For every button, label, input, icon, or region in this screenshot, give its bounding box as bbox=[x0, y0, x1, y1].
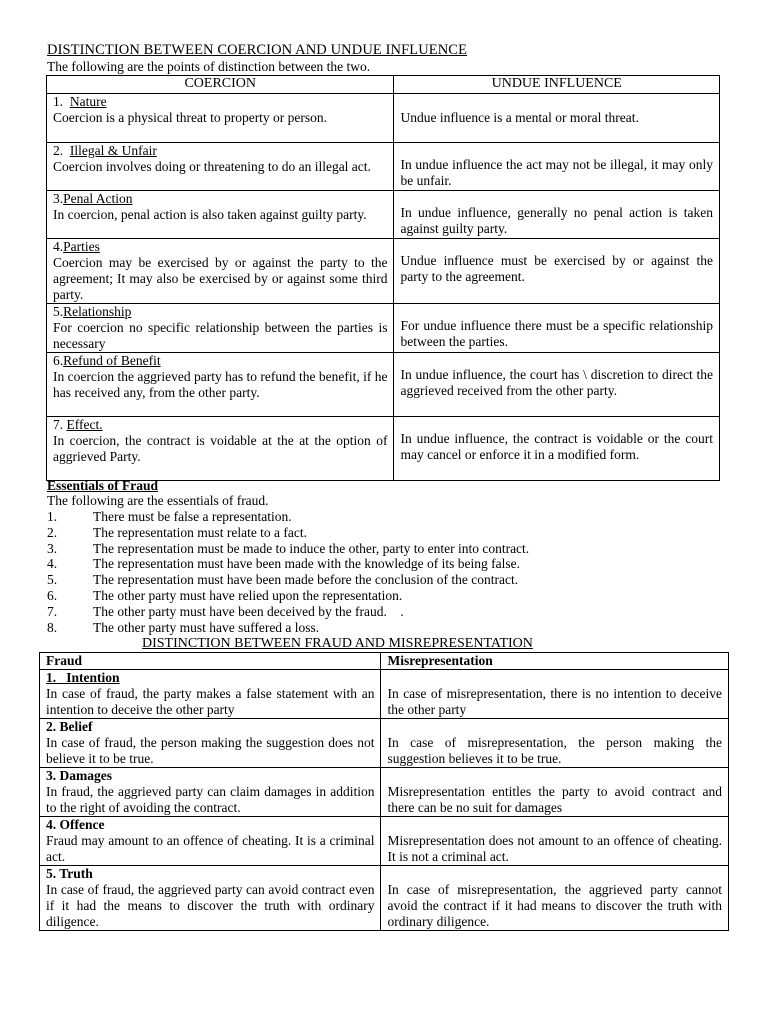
fraud-cell: Fraud may amount to an offence of cheating. It is a criminal act. bbox=[46, 833, 375, 864]
table-row bbox=[47, 94, 720, 143]
undue-influence-cell: For undue influence there must be a specific relationship between the parties. bbox=[400, 318, 713, 349]
header-fraud: Fraud bbox=[40, 653, 381, 670]
table-row bbox=[47, 417, 720, 481]
fraud-vs-misrepresentation-table bbox=[39, 652, 729, 931]
row-heading: Refund of Benefit bbox=[63, 353, 161, 368]
row-heading: 3. Damages bbox=[46, 768, 112, 783]
list-item bbox=[47, 509, 529, 525]
misrepresentation-cell: In case of misrepresentation, there is no intention to deceive the other party bbox=[387, 686, 722, 717]
row-heading: Relationship bbox=[63, 304, 132, 319]
item-text: The representation must relate to a fact. bbox=[93, 524, 308, 540]
coercion-cell: In coercion the aggrieved party has to refund the benefit, if he has received any, from the other party. bbox=[53, 369, 388, 400]
coercion-section-title: DISTINCTION BETWEEN COERCION AND UNDUE INFLUENCE bbox=[47, 42, 468, 58]
undue-influence-cell: In undue influence, the contract is voidable or the court may cancel or enforce it in a modified form. bbox=[400, 431, 713, 462]
row-heading-text: 1. Intention bbox=[46, 670, 120, 685]
fraud-cell: In case of fraud, the person making the suggestion does not believe it to be true. bbox=[46, 735, 375, 766]
item-number: 6. bbox=[47, 587, 58, 603]
row-heading: 4. Offence bbox=[46, 817, 105, 832]
coercion-section-intro: The following are the points of distinction between the two. bbox=[47, 59, 371, 74]
coercion-vs-undue-influence-table bbox=[46, 75, 720, 481]
coercion-cell: For coercion no specific relationship between the parties is necessary bbox=[53, 320, 388, 351]
item-text: The other party must have been deceived by the fraud. . bbox=[93, 603, 404, 619]
item-text: The other party must have suffered a loss. bbox=[93, 619, 320, 635]
table-row bbox=[47, 239, 720, 304]
item-number: 7. bbox=[47, 603, 58, 619]
essentials-list bbox=[47, 509, 529, 635]
misrepresentation-cell: Misrepresentation entitles the party to avoid contract and there can be no suit for damages bbox=[387, 784, 722, 815]
misrepresentation-cell: Misrepresentation does not amount to an offence of cheating. It is not a criminal act. bbox=[387, 833, 722, 864]
fraud-cell: In case of fraud, the aggrieved party can avoid contract even if it had the means to discover the truth with ordinary diligence. bbox=[46, 882, 375, 929]
row-number: 1. bbox=[53, 94, 64, 109]
item-text: The representation must have been made with the knowledge of its being false. bbox=[93, 556, 520, 572]
list-item bbox=[47, 541, 529, 557]
item-text: The representation must have been made before the conclusion of the contract. bbox=[93, 572, 519, 588]
essentials-of-fraud-intro: The following are the essentials of fraud. bbox=[47, 493, 269, 508]
misrepresentation-cell: In case of misrepresentation, the aggrieved party cannot avoid the contract if it had means to discover the truth with ordinary diligence. bbox=[387, 882, 722, 929]
row-number: 6. bbox=[53, 353, 64, 368]
row-heading: Effect. bbox=[66, 417, 103, 432]
fraud-section-title: DISTINCTION BETWEEN FRAUD AND MISREPRESENTATION bbox=[142, 636, 533, 651]
row-number: 2. bbox=[53, 143, 64, 158]
row-heading: Illegal & Unfair bbox=[69, 143, 157, 158]
list-item bbox=[47, 620, 529, 636]
table-row bbox=[40, 719, 729, 768]
item-text: The representation must be made to induce the other, party to enter into contract. bbox=[93, 540, 530, 556]
item-text: The other party must have relied upon the representation. bbox=[93, 587, 403, 603]
table-row bbox=[40, 866, 729, 931]
list-item bbox=[47, 588, 529, 604]
undue-influence-cell: Undue influence is a mental or moral threat. bbox=[400, 110, 639, 125]
row-number: 3. bbox=[53, 191, 64, 206]
coercion-cell: In coercion, the contract is voidable at the at the option of aggrieved Party. bbox=[53, 433, 388, 464]
header-undue-influence: UNDUE INFLUENCE bbox=[394, 76, 720, 94]
row-heading: 2. Belief bbox=[46, 719, 93, 734]
list-item bbox=[47, 525, 529, 541]
essentials-of-fraud-title: Essentials of Fraud bbox=[47, 478, 159, 493]
undue-influence-cell: In undue influence, the court has \ discretion to direct the aggrieved received from the other party. bbox=[400, 367, 713, 398]
row-number: 7. bbox=[53, 417, 64, 432]
fraud-cell: In fraud, the aggrieved party can claim damages in addition to the right of avoiding the contract. bbox=[46, 784, 375, 815]
undue-influence-cell: In undue influence the act may not be illegal, it may only be unfair. bbox=[400, 157, 713, 188]
item-number: 8. bbox=[47, 619, 58, 635]
coercion-cell: Coercion may be exercised by or against the party to the agreement; It may also be exercised by or against some third party. bbox=[53, 255, 388, 302]
undue-influence-cell: Undue influence must be exercised by or against the party to the agreement. bbox=[400, 253, 713, 284]
table-header-row bbox=[40, 653, 729, 670]
coercion-cell: In coercion, penal action is also taken against guilty party. bbox=[53, 207, 367, 222]
table-row bbox=[47, 191, 720, 239]
list-item bbox=[47, 572, 529, 588]
table-row bbox=[40, 817, 729, 866]
table-row bbox=[40, 670, 729, 719]
row-heading: Penal Action bbox=[63, 191, 133, 206]
misrepresentation-cell: In case of misrepresentation, the person making the suggestion believes it to be true. bbox=[387, 735, 722, 766]
item-number: 1. bbox=[47, 509, 58, 524]
item-number: 4. bbox=[47, 556, 58, 572]
header-misrepresentation: Misrepresentation bbox=[381, 653, 729, 670]
table-row bbox=[40, 768, 729, 817]
undue-influence-cell: In undue influence, generally no penal action is taken against guilty party. bbox=[400, 205, 713, 236]
row-heading bbox=[46, 670, 374, 686]
row-number: 4. bbox=[53, 239, 64, 254]
row-heading: 5. Truth bbox=[46, 866, 93, 881]
fraud-cell: In case of fraud, the party makes a false statement with an intention to deceive the other party bbox=[46, 686, 375, 717]
table-row bbox=[47, 143, 720, 191]
coercion-cell: Coercion involves doing or threatening to do an illegal act. bbox=[53, 159, 371, 174]
item-text: There must be false a representation. bbox=[93, 509, 292, 524]
table-row bbox=[47, 304, 720, 353]
row-number: 5. bbox=[53, 304, 64, 319]
coercion-cell: Coercion is a physical threat to property or person. bbox=[53, 110, 328, 125]
row-heading: Nature bbox=[69, 94, 107, 109]
table-header-row bbox=[47, 76, 720, 94]
item-number: 5. bbox=[47, 572, 58, 588]
list-item bbox=[47, 604, 529, 620]
item-number: 2. bbox=[47, 524, 58, 540]
list-item bbox=[47, 556, 529, 572]
header-coercion: COERCION bbox=[47, 76, 394, 94]
table-row bbox=[47, 353, 720, 417]
row-heading: Parties bbox=[63, 239, 100, 254]
item-number: 3. bbox=[47, 540, 58, 556]
